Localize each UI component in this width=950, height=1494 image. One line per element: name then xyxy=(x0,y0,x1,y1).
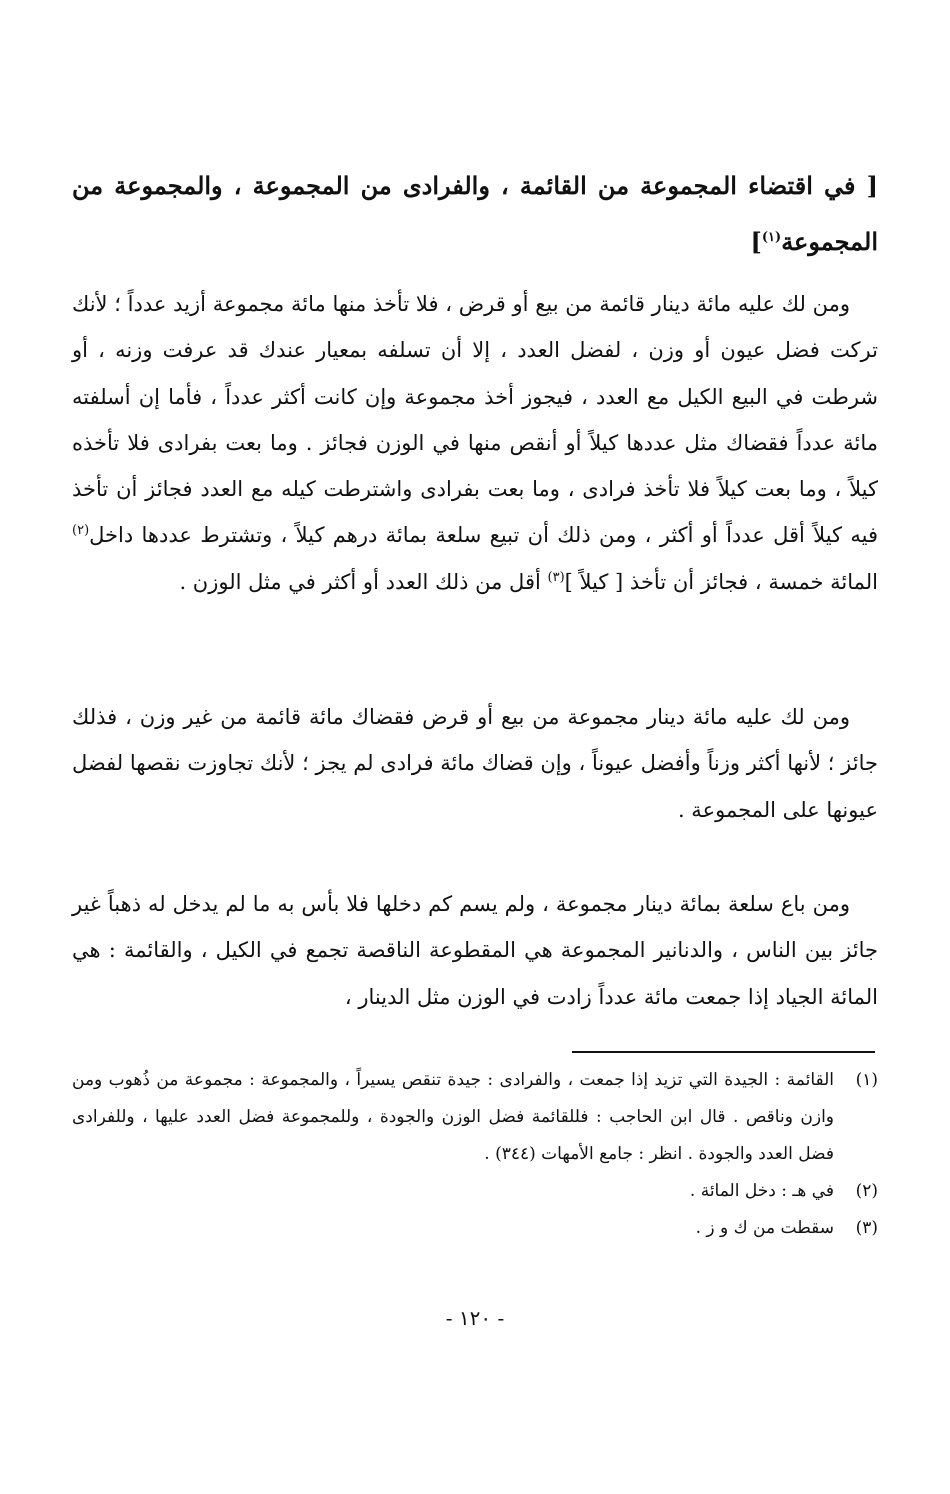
paragraph-1-part1: ومن لك عليه مائة دينار قائمة من بيع أو قرض ، فلا تأخذ منها مائة مجموعة أزيد عدداً ؛ لأنك تركت فضل عيون أو وزن ، لفضل العدد ، إلا أن تسلفه بمعيار عندك قد عرفت وزنه ، أو شرطت في البيع الكيل مع العدد ، فيجوز أخذ مجموعة وإن كانت أكثر عدداً ، فأما إن أسلفته مائة عدداً فقضاك مثل عددها كيلاً أو أنقص منها في الوزن فجائز . وما بعت بفرادى فلا تأخذه كيلاً ، وما بعت كيلاً فلا تأخذ فرادى ، وما بعت بفرادى واشترطت كيله مع العدد فجائز أن تأخذ فيه كيلاً أقل عدداً أو أكثر ، ومن ذلك أن تبيع سلعة بمائة درهم كيلاً ، وتشترط عددها داخل xyxy=(72,292,878,548)
footnote-text: في هـ : دخل المائة . xyxy=(689,1181,834,1201)
page-number: - ١٢٠ - xyxy=(445,1306,505,1330)
paragraph-3-text: ومن باع سلعة بمائة دينار مجموعة ، ولم يسم كم دخلها فلا بأس به ما لم يدخل له ذهباً غير جائز بين الناس ، والدنانير المجموعة هي المقطوعة الناقصة تجمع في الكيل ، والقائمة : هي المائة الجياد إذا جمعت مائة عدداً زادت في الوزن مثل الدينار ، xyxy=(72,892,878,1009)
heading-closing-bracket: ] xyxy=(750,227,762,256)
paragraph-2-text: ومن لك عليه مائة دينار مجموعة من بيع أو قرض فقضاك مائة قائمة من غير وزن ، فذلك جائز ؛ لأنها أكثر وزناً وأفضل عيوناً ، وإن قضاك مائة فرادى لم يجز ؛ لأنك تجاوزت نقصها لفضل عيونها على المجموعة . xyxy=(72,705,878,822)
footnote-number: (١) xyxy=(855,1070,878,1090)
heading-footnote-ref[interactable]: (١) xyxy=(761,230,782,245)
paragraph-2 xyxy=(72,694,878,833)
paragraph-1 xyxy=(72,281,878,605)
footnote-ref-3[interactable]: (٣) xyxy=(547,569,565,585)
footnote-separator xyxy=(572,1051,875,1053)
footnote-ref-2[interactable]: (٢) xyxy=(72,523,90,539)
footnote-3 xyxy=(72,1210,878,1247)
footnote-text: القائمة : الجيدة التي تزيد إذا جمعت ، والفرادى : جيدة تنقص يسيراً ، والمجموعة : مجموعة من ذُهوب ومن وازن وناقص . قال ابن الحاجب : فللقائمة فضل الوزن والجودة ، وللمجموعة فضل العدد عليها ، وللفرادى فضل العدد والجودة . انظر : جامع الأمهات (٣٤٤) . xyxy=(72,1070,834,1164)
footnotes xyxy=(72,1062,878,1247)
footnote-text: سقطت من ك و ز . xyxy=(695,1218,834,1238)
paragraph-1-part3: أقل من ذلك العدد أو أكثر في مثل الوزن . xyxy=(179,569,541,594)
footnote-1 xyxy=(72,1062,878,1173)
footnote-2 xyxy=(72,1173,878,1210)
heading-text: [ في اقتضاء المجموعة من القائمة ، والفرادى من المجموعة ، والمجموعة من المجموعة xyxy=(72,171,878,256)
footnote-number: (٣) xyxy=(855,1218,878,1238)
paragraph-1-part2: المائة خمسة ، فجائز أن تأخذ [ كيلاً ] xyxy=(564,569,878,594)
section-heading xyxy=(72,158,878,270)
footnote-number: (٢) xyxy=(855,1181,878,1201)
paragraph-3 xyxy=(72,881,878,1020)
